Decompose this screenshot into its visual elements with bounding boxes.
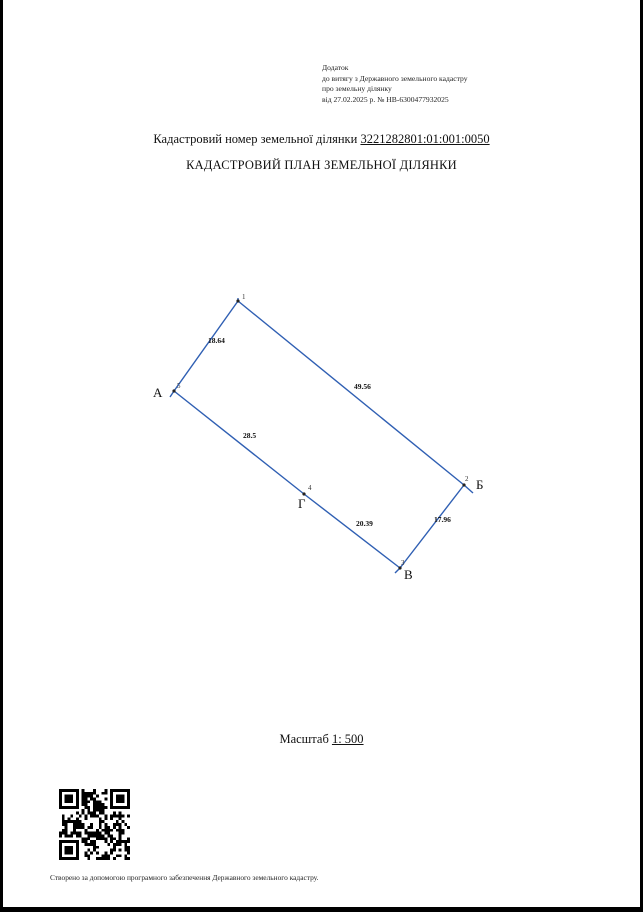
annex-line: про земельну ділянку — [322, 84, 392, 93]
vertex-number-label: 5 — [177, 382, 181, 390]
vertex-marker — [236, 299, 239, 302]
boundary-3-4 — [304, 494, 400, 568]
neighbor-label: В — [404, 567, 413, 582]
boundary-1-2 — [238, 301, 464, 485]
annex-line: Додаток — [322, 63, 349, 72]
segment-length-label: 49.56 — [354, 382, 371, 391]
boundary-2-3 — [400, 485, 464, 568]
scale-value: 1: 500 — [331, 732, 364, 746]
plan-title: КАДАСТРОВИЙ ПЛАН ЗЕМЕЛЬНОЇ ДІЛЯНКИ — [186, 158, 457, 172]
scale-label: Масштаб — [279, 732, 329, 746]
boundary-5-1 — [174, 301, 238, 391]
cadastral-number-label: Кадастровий номер земельної ділянки — [153, 132, 358, 146]
neighbor-label: А — [153, 385, 163, 400]
ext-2 — [464, 485, 473, 493]
annex-line: до витягу з Державного земельного кадастру — [322, 73, 468, 83]
segment-length-label: 20.39 — [356, 519, 373, 528]
neighbor-label: Г — [298, 496, 306, 511]
neighbor-label: Б — [476, 477, 484, 492]
segment-length-label: 18.64 — [208, 336, 225, 345]
vertex-marker — [172, 389, 175, 392]
vertex-number-label: 4 — [308, 484, 312, 492]
qr-code-icon — [59, 789, 130, 860]
segment-length-label: 28.5 — [243, 431, 257, 440]
vertex-number-label: 2 — [465, 475, 469, 483]
vertex-number-label: 3 — [401, 559, 405, 567]
segment-length-label: 17.96 — [434, 515, 451, 524]
scale-line — [0, 732, 643, 747]
boundary-4-5 — [174, 391, 304, 494]
vertex-number-label: 1 — [242, 293, 246, 301]
vertex-marker — [462, 483, 465, 486]
cadastral-number-value: 3221282801:01:001:0050 — [360, 132, 490, 146]
annex-line: від 27.02.2025 р. № НВ-6300477932025 — [322, 94, 449, 104]
footer-note: Створено за допомогою програмного забезпечення Державного земельного кадастру. — [50, 873, 319, 882]
